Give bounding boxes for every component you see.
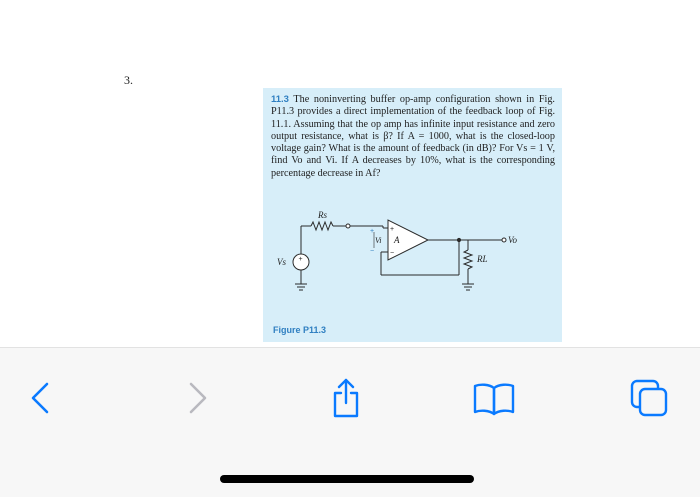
browser-toolbar	[0, 347, 700, 497]
noninv-input-sign: +	[390, 226, 395, 233]
figure-caption: Figure P11.3	[273, 325, 327, 335]
vi-label: Vi	[375, 236, 382, 245]
share-button[interactable]	[324, 376, 368, 420]
rl-resistor	[464, 250, 472, 269]
vi-plus: +	[370, 228, 375, 235]
vo-label: Vo	[508, 235, 517, 245]
rl-label: RL	[477, 254, 488, 264]
source-plus: +	[298, 256, 303, 263]
question-number: 3.	[124, 73, 133, 87]
vs-label: Vs	[277, 257, 286, 267]
bookmarks-button[interactable]	[472, 376, 516, 420]
inv-input-sign: −	[390, 250, 395, 257]
circuit-diagram	[263, 210, 562, 318]
rs-label: Rs	[318, 210, 327, 220]
book-icon	[472, 380, 516, 416]
forward-button[interactable]	[176, 376, 220, 420]
problem-text	[271, 94, 555, 180]
problem-card	[263, 88, 562, 342]
home-indicator[interactable]	[220, 475, 474, 483]
vi-minus: −	[370, 248, 375, 255]
rs-resistor	[311, 222, 333, 230]
share-icon	[330, 377, 362, 419]
back-button[interactable]	[18, 376, 62, 420]
gain-label: A	[394, 235, 400, 245]
chevron-right-icon	[186, 380, 210, 416]
tabs-icon	[629, 378, 669, 418]
problem-body: The noninverting buffer op-amp configuration shown in Fig. P11.3 provides a direct implementation of the feedback loop of Fig. 11.1. Assuming that the op amp has infinite input resistance and zero output resistance, what is β? If A = 1000, what is the closed-loop voltage gain? What is the amount of feedback (in dB)? For Vs = 1 V, find Vo and Vi. If A decreases by 10%, what is the corresponding percentage decrease in Af?	[271, 94, 555, 179]
tabs-button[interactable]	[627, 376, 671, 420]
problem-number: 11.3	[271, 94, 289, 105]
chevron-left-icon	[28, 380, 52, 416]
